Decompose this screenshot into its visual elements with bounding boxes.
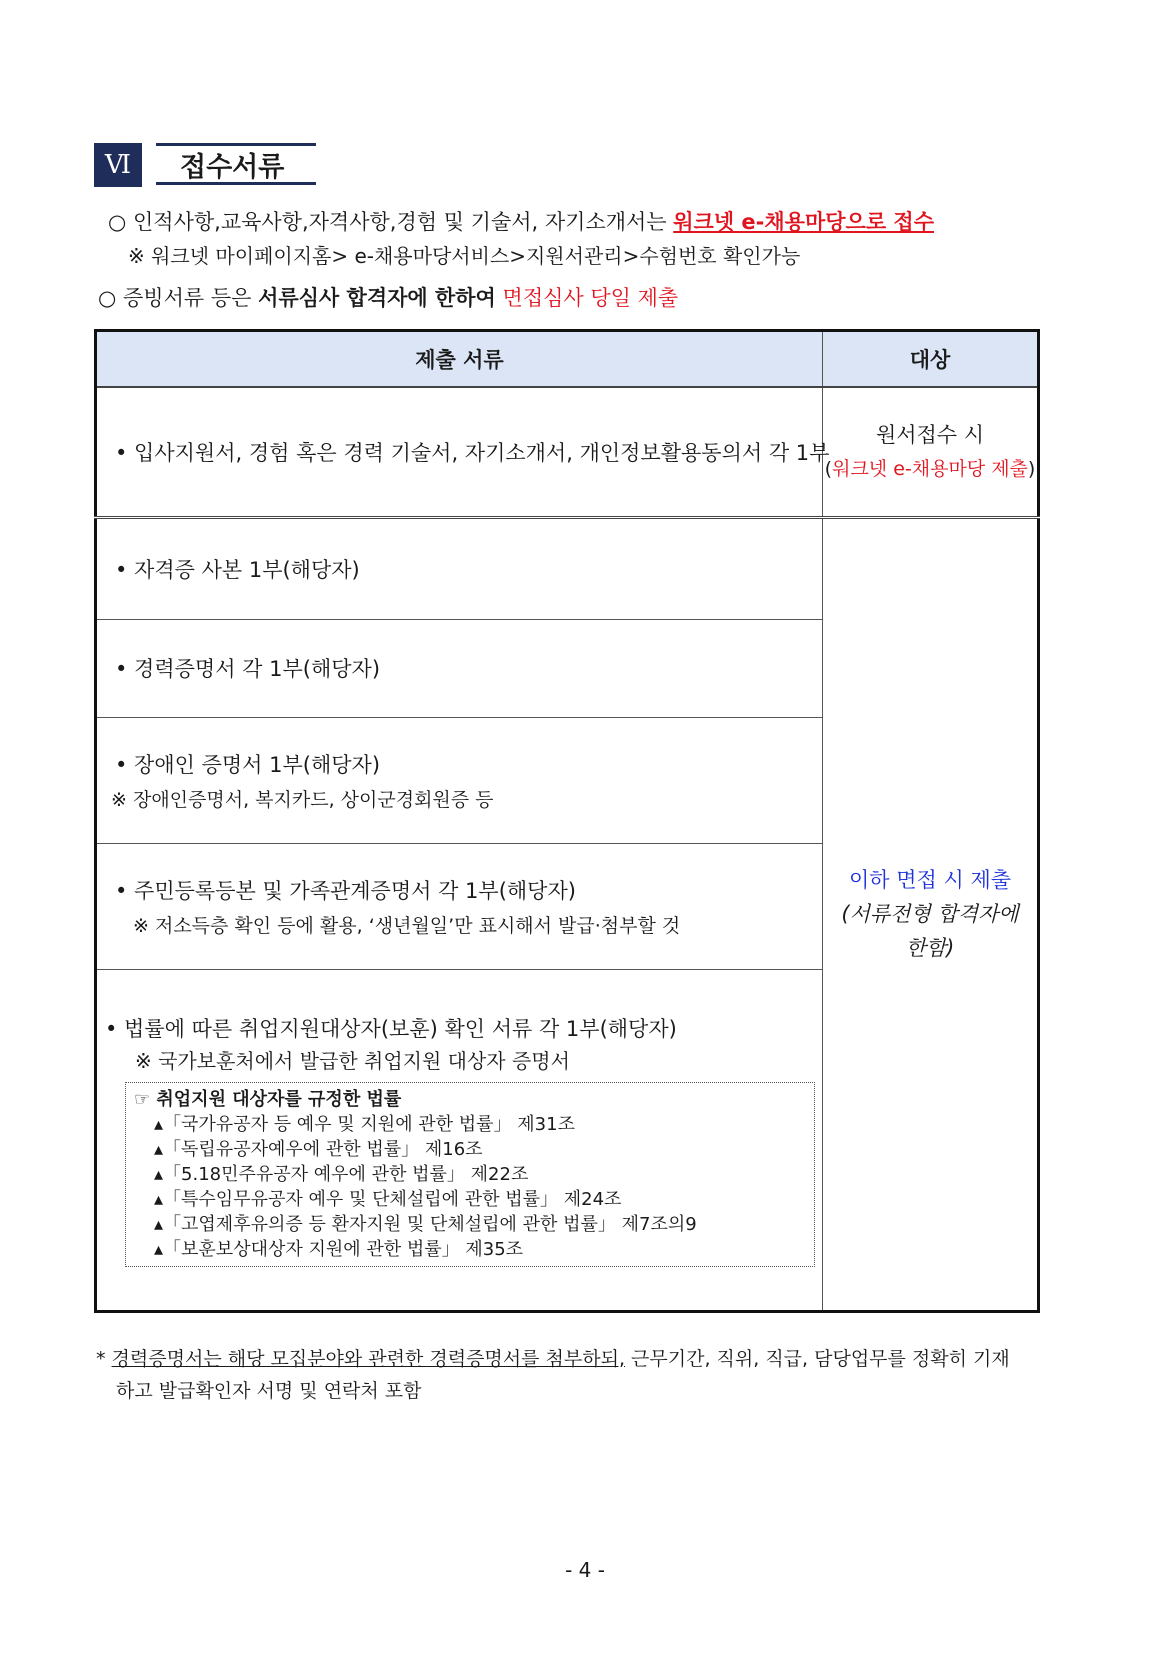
table-header-row (96, 331, 1039, 388)
header-documents: 제출 서류 (96, 331, 823, 388)
row2-doc-cell (96, 517, 823, 619)
law-item: ▴「특수임무유공자 예우 및 단체설립에 관한 법률」 제24조 (154, 1188, 622, 1210)
intro-line-1-note: ※ 워크넷 마이페이지홈> e-채용마당서비스>지원서관리>수험번호 확인가능 (128, 244, 801, 268)
intro-line-2-prefix: ○ 증빙서류 등은 (98, 286, 259, 310)
law-row-cell (96, 969, 823, 1312)
law-item: ▴「보훈보상대상자 지원에 관한 법률」 제35조 (154, 1238, 524, 1260)
footnote (96, 1343, 1010, 1407)
target2-line3: 한함) (905, 936, 955, 961)
row4-doc-cell (96, 717, 823, 843)
law-item: ▴「5.18민주유공자 예우에 관한 법률」 제22조 (154, 1163, 529, 1185)
header-target: 대상 (823, 331, 1039, 388)
row1-doc-cell (96, 387, 830, 517)
footnote-line-1: * 경력증명서는 해당 모집분야와 관련한 경력증명서를 첨부하되, 근무기간, 직위, 직급, 담당업무를 정확히 기재 (96, 1348, 1010, 1370)
target2-line2: (서류전형 합격자에 (841, 902, 1019, 927)
row5-doc: • 주민등록등본 및 가족관계증명서 각 1부(해당자) (115, 878, 576, 903)
row1-target-cell (823, 387, 1039, 517)
footnote-underlined: 경력증명서는 해당 모집분야와 관련한 경력증명서를 첨부하되, (111, 1348, 625, 1370)
intro-line-2 (98, 282, 678, 312)
row1-target-line1: 원서접수 시 (875, 422, 985, 447)
target2-cell (823, 517, 1039, 1312)
row1-doc: • 입사지원서, 경험 혹은 경력 기술서, 자기소개서, 개인정보활용동의서 각 1부 (115, 440, 830, 465)
target2-line1: 이하 면접 시 제출 (848, 868, 1012, 893)
row4-note: ※ 장애인증명서, 복지카드, 상이군경회원증 등 (111, 788, 494, 811)
documents-table (94, 329, 1040, 1313)
law-item: ▴「고엽제후유의증 등 환자지원 및 단체설립에 관한 법률」 제7조의9 (154, 1213, 697, 1235)
law-box-title: ☞ 취업지원 대상자를 규정한 법률 (134, 1088, 402, 1110)
row1-target-red: 워크넷 e-채용마당 제출 (832, 457, 1028, 480)
table-row (96, 387, 1039, 517)
table-row (96, 517, 1039, 619)
intro-line-1 (108, 206, 934, 236)
footnote-line-2: 하고 발급확인자 서명 및 연락처 포함 (116, 1380, 422, 1402)
row4-doc: • 장애인 증명서 1부(해당자) (115, 752, 381, 777)
page-number: - 4 - (565, 1558, 605, 1582)
law-item: ▴「국가유공자 등 예우 및 지원에 관한 법률」 제31조 (154, 1113, 575, 1135)
row1-target-line2: (워크넷 e-채용마당 제출) (824, 457, 1036, 480)
intro-line-2-bold: 서류심사 합격자에 한하여 (258, 286, 496, 310)
row3-doc-cell (96, 619, 823, 717)
law-row-note: ※ 국가보훈처에서 발급한 취업지원 대상자 증명서 (135, 1048, 570, 1073)
law-box (125, 1082, 815, 1267)
row5-note: ※ 저소득층 확인 등에 활용, ‘생년월일’만 표시해서 발급·첨부할 것 (133, 914, 681, 937)
intro-line-2-red: 면접심사 당일 제출 (495, 286, 679, 310)
row2-doc: • 자격증 사본 1부(해당자) (115, 557, 360, 582)
row5-doc-cell (96, 843, 823, 969)
section-number: Ⅵ (94, 143, 142, 187)
intro-line-1-highlight: 워크넷 e-채용마당으로 접수 (673, 210, 934, 234)
intro-line-1-prefix: ○ 인적사항,교육사항,자격사항,경험 및 기술서, 자기소개서는 (108, 210, 674, 234)
law-row-doc: • 법률에 따른 취업지원대상자(보훈) 확인 서류 각 1부(해당자) (105, 1016, 677, 1041)
section-title: 접수서류 (156, 143, 316, 185)
law-item: ▴「독립유공자예우에 관한 법률」 제16조 (154, 1138, 483, 1160)
row3-doc: • 경력증명서 각 1부(해당자) (115, 657, 381, 681)
